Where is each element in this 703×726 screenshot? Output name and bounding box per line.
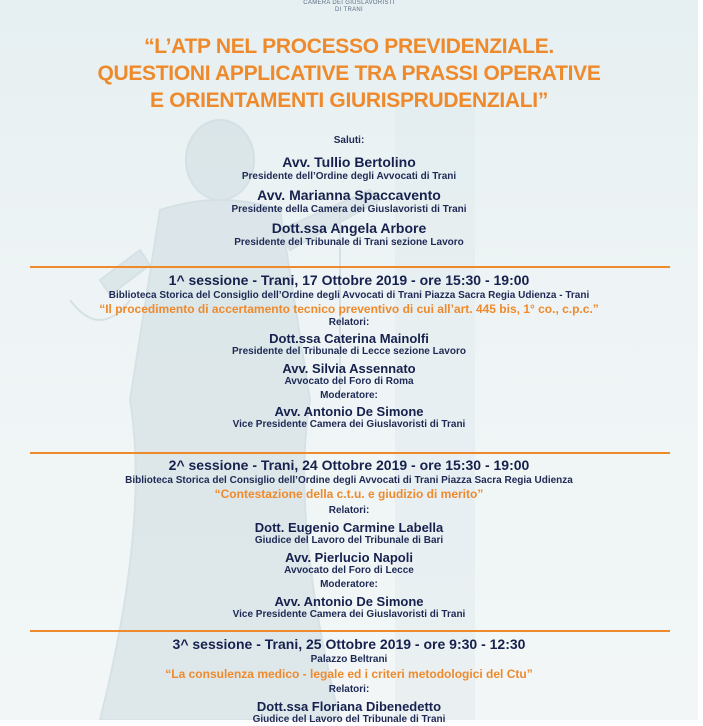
- section-divider: [30, 266, 670, 268]
- organizer-line-1: CAMERA DEI GIUSLAVORISTI: [303, 0, 395, 6]
- session-1-speaker-name: Avv. Silvia Assennato: [282, 361, 416, 376]
- session-1-moderatore-label: Moderatore:: [320, 390, 378, 401]
- session-1-heading: 1^ sessione - Trani, 17 Ottobre 2019 - ore 15:30 - 19:00: [168, 272, 530, 288]
- organizer-logo-caption: [0, 0, 698, 14]
- saluti-speaker-role: Presidente dell’Ordine degli Avvocati di Trani: [241, 171, 457, 182]
- session-2: [0, 457, 698, 621]
- session-2-speaker-role: Avvocato del Foro di Lecce: [284, 565, 414, 576]
- session-1-speaker-role: Avvocato del Foro di Roma: [284, 376, 414, 387]
- session-1-relatori-label: Relatori:: [328, 317, 370, 328]
- session-3: [0, 636, 698, 726]
- saluti-speaker-name: Avv. Tullio Bertolino: [282, 154, 416, 170]
- session-1-venue: Biblioteca Storica del Consiglio dell’Ordine degli Avvocati di Trani Piazza Sacra Regia Udienza - Trani: [108, 290, 590, 301]
- session-3-topic: “La consulenza medico - legale ed i criteri metodologici del Ctu”: [165, 667, 533, 681]
- session-1-moderatore-name: Avv. Antonio De Simone: [274, 404, 424, 419]
- session-1-moderatore-role: Vice Presidente Camera dei Giuslavoristi di Trani: [232, 419, 466, 430]
- saluti-speaker-role: Presidente del Tribunale di Trani sezione Lavoro: [234, 237, 464, 248]
- event-title: [20, 33, 678, 114]
- saluti-speaker-name: Avv. Marianna Spaccavento: [257, 187, 441, 203]
- saluti-speaker-role: Presidente della Camera dei Giuslavoristi di Trani: [231, 204, 467, 215]
- session-2-speaker-name: Avv. Pierlucio Napoli: [285, 550, 413, 565]
- saluti-label: Saluti:: [333, 135, 365, 146]
- session-3-venue: Palazzo Beltrani: [310, 654, 388, 665]
- section-divider: [30, 452, 670, 454]
- title-line-1: “L’ATP NEL PROCESSO PREVIDENZIALE.: [144, 35, 554, 58]
- session-1-speaker-role: Presidente del Tribunale di Lecce sezione Lavoro: [232, 346, 466, 357]
- session-3-relatori-label: Relatori:: [328, 684, 370, 695]
- session-2-venue: Biblioteca Storica del Consiglio dell’Ordine degli Avvocati di Trani Piazza Sacra Regia Udienza: [125, 475, 573, 486]
- session-1-speaker-name: Dott.ssa Caterina Mainolfi: [269, 331, 429, 346]
- organizer-line-2: DI TRANI: [335, 7, 363, 13]
- session-3-heading: 3^ sessione - Trani, 25 Ottobre 2019 - ore 9:30 - 12:30: [172, 636, 526, 652]
- session-1: [0, 272, 698, 431]
- session-2-topic: “Contestazione della c.t.u. e giudizio di merito”: [214, 487, 484, 501]
- session-2-speaker-role: Giudice del Lavoro del Tribunale di Bari: [254, 535, 444, 546]
- session-2-moderatore-label: Moderatore:: [320, 579, 378, 590]
- session-2-moderatore-role: Vice Presidente Camera dei Giuslavoristi di Trani: [232, 609, 466, 620]
- session-2-moderatore-name: Avv. Antonio De Simone: [274, 594, 424, 609]
- session-3-speaker-name: Dott.ssa Floriana Dibenedetto: [256, 699, 442, 714]
- right-margin: [698, 0, 703, 720]
- session-2-relatori-label: Relatori:: [328, 505, 370, 516]
- title-line-2: QUESTIONI APPLICATIVE TRA PRASSI OPERATIVE: [97, 62, 601, 85]
- session-2-speaker-name: Dott. Eugenio Carmine Labella: [254, 520, 444, 535]
- section-divider: [30, 630, 670, 632]
- session-1-topic: “Il procedimento di accertamento tecnico preventivo di cui all’art. 445 bis, 1° co., c.p.c.”: [99, 302, 599, 316]
- saluti-section: [0, 134, 698, 249]
- saluti-speaker-name: Dott.ssa Angela Arbore: [271, 220, 427, 236]
- session-2-heading: 2^ sessione - Trani, 24 Ottobre 2019 - ore 15:30 - 19:00: [168, 457, 530, 473]
- session-3-speaker-role: Giudice del Lavoro del Tribunale di Trani: [252, 714, 446, 725]
- title-line-3: E ORIENTAMENTI GIURISPRUDENZIALI”: [149, 89, 549, 112]
